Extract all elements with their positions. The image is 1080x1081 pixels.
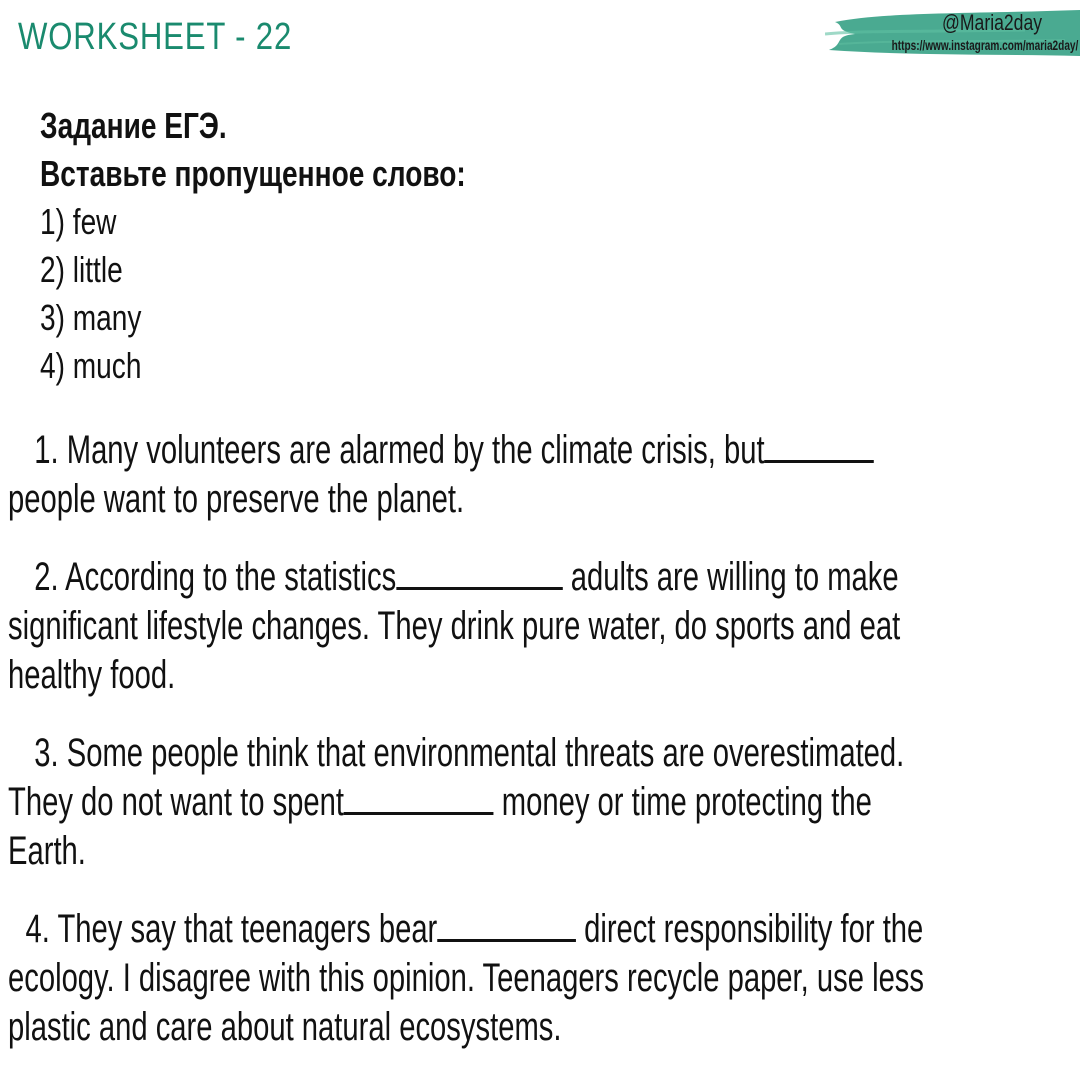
exercise-line [8, 651, 785, 700]
exercise-item [8, 905, 1072, 1052]
exercise-text: healthy food. [8, 653, 176, 697]
task-instruction: Вставьте пропущенное слово: [40, 153, 466, 194]
exercise-text: money or time protecting the [493, 780, 872, 824]
exercise-list [8, 426, 1072, 1081]
answer-blank[interactable] [344, 782, 494, 815]
exercise-text: 3. Some people think that environmental threats are overestimated. [34, 731, 905, 775]
exercise-line [8, 475, 785, 524]
exercise-text: 4. They say that teenagers bear [25, 907, 438, 951]
option-item: 2) little [40, 249, 123, 290]
exercise-line [8, 602, 901, 651]
exercise-item [8, 553, 1072, 700]
exercise-text: ecology. I disagree with this opinion. Teenagers recycle paper, use less [8, 956, 925, 1000]
brand-url: https://www.instagram.com/maria2day/ [891, 37, 1078, 53]
exercise-line [8, 729, 905, 778]
exercise-text: They do not want to spent [8, 780, 345, 824]
option-item: 3) many [40, 297, 142, 338]
exercise-text: 2. According to the statistics [34, 555, 397, 599]
exercise-text: adults are willing to make [562, 555, 899, 599]
exercise-item [8, 426, 1072, 524]
exercise-text: 1. Many volunteers are alarmed by the climate crisis, but [34, 428, 765, 472]
exercise-text: direct responsibility for the [575, 907, 924, 951]
exercise-text: plastic and care about natural ecosystems. [8, 1005, 562, 1049]
exercise-line [8, 553, 899, 602]
answer-blank[interactable] [437, 909, 576, 942]
option-item: 4) much [40, 345, 142, 386]
option-item: 1) few [40, 201, 117, 242]
exercise-line [8, 905, 924, 954]
brand-handle: @Maria2day [941, 10, 1042, 35]
exercise-item [8, 729, 1072, 876]
task-block [40, 102, 940, 390]
exercise-line [8, 1003, 785, 1052]
page-title: WORKSHEET - 22 [18, 16, 293, 58]
answer-blank[interactable] [765, 430, 875, 463]
exercise-text: people want to preserve the planet. [8, 477, 465, 521]
exercise-line [8, 778, 872, 827]
task-heading: Задание ЕГЭ. [40, 105, 227, 146]
exercise-line [8, 426, 785, 475]
brand-stamp [825, 4, 1080, 60]
exercise-line [8, 827, 785, 876]
exercise-text: significant lifestyle changes. They drink pure water, do sports and eat [8, 604, 901, 648]
exercise-text: Earth. [8, 829, 86, 873]
answer-blank[interactable] [396, 557, 562, 590]
exercise-line [8, 954, 925, 1003]
